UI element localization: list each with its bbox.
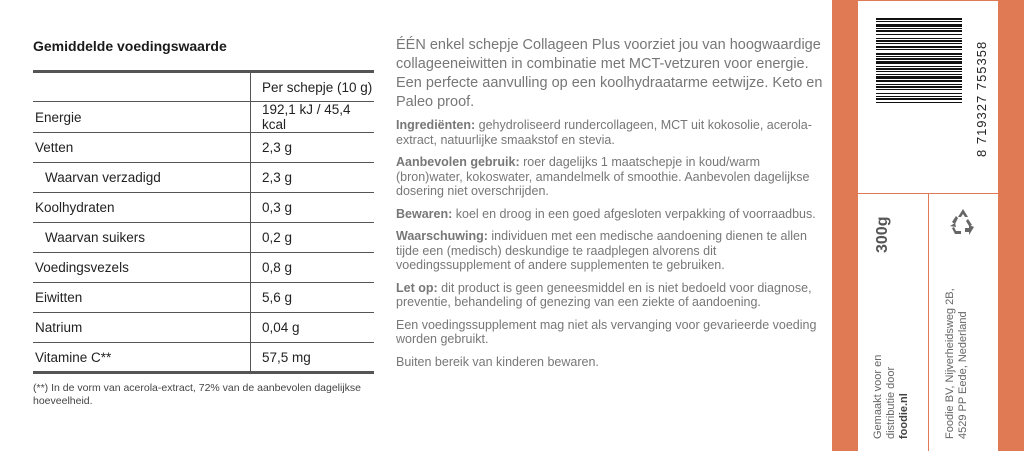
maker-line-2: distributie door — [885, 366, 897, 439]
warning-text: individuen met een medische aandoening dienen te allen tijde een (medisch) deskundige te raadplegen alvorens dit voedingssupplement of andere supplementen te gebruiken. — [396, 229, 807, 272]
row-value: 0,8 g — [251, 253, 375, 283]
nutrition-table-section — [33, 38, 374, 408]
supplement-note: Een voedingssupplement mag niet als vervanging voor gevarieerde voeding worden gebruikt. — [396, 317, 817, 346]
table-header-row — [33, 72, 374, 102]
barcode-number: 8 719327 755358 — [974, 40, 989, 157]
row-value: 2,3 g — [251, 133, 375, 163]
row-value: 5,6 g — [251, 283, 375, 313]
table-row — [33, 223, 374, 253]
address-line-2: 4529 PP Eede, Nederland — [957, 311, 969, 439]
right-accent-band — [998, 0, 1024, 451]
children-note: Buiten bereik van kinderen bewaren. — [396, 354, 599, 369]
row-value: 2,3 g — [251, 163, 375, 193]
table-row — [33, 193, 374, 223]
usage-label: Aanbevolen gebruik: — [396, 155, 520, 169]
row-label: Vitamine C** — [33, 343, 251, 373]
usage-text: roer dagelijks 1 maatschepje in koud/warm (bron)water, kokoswater, amandelmelk of smoothie. Aanbevolen dagelijkse dosering niet overschrijden. — [396, 155, 810, 198]
storage-label: Bewaren: — [396, 206, 453, 221]
note-paragraph — [396, 281, 828, 310]
storage-paragraph — [396, 207, 828, 222]
row-value: 57,5 mg — [251, 343, 375, 373]
company-address — [944, 288, 970, 439]
row-label: Energie — [33, 102, 251, 133]
row-value: 0,04 g — [251, 313, 375, 343]
row-label: Vetten — [33, 133, 251, 163]
ingredients-label: Ingrediënten: — [396, 118, 476, 132]
row-value: 192,1 kJ / 45,4 kcal — [251, 102, 375, 133]
manufacturer-note — [872, 355, 911, 439]
maker-website: foodie.nl — [898, 393, 910, 439]
table-row — [33, 283, 374, 313]
row-label: Koolhydraten — [33, 193, 251, 223]
row-label: Eiwitten — [33, 283, 251, 313]
table-row — [33, 133, 374, 163]
label-panel — [858, 0, 998, 451]
table-row — [33, 313, 374, 343]
nutrition-table — [33, 70, 374, 374]
table-row — [33, 343, 374, 373]
row-value: 0,2 g — [251, 223, 375, 253]
address-line-1: Foodie BV, Nijverheidsweg 2B, — [944, 288, 956, 439]
intro-text: ÉÉN enkel schepje Collageen Plus voorziet jou van hoogwaardige collageeneiwitten in combinatie met MCT-vetzuren voor energie. Een perfecte aanvulling op een koolhydraatarme eetwijze. Keto en Paleo proof. — [396, 37, 823, 110]
table-row — [33, 253, 374, 283]
nutrition-title: Gemiddelde voedingswaarde — [33, 38, 227, 54]
note-text: dit product is geen geneesmiddel en is niet bedoeld voor diagnose, preventie, behandeling of genezing van een ziekte of aandoening. — [396, 280, 812, 309]
barcode — [876, 18, 962, 146]
row-label: Waarvan suikers — [33, 223, 251, 253]
ingredients-text: gehydroliseerd rundercollageen, MCT uit kokosolie, acerola-extract, natuurlijke smaakstof en stevia. — [396, 118, 812, 147]
net-weight: 300g — [874, 216, 891, 253]
table-row — [33, 102, 374, 133]
ingredients-paragraph — [396, 118, 828, 147]
note-label: Let op: — [396, 280, 438, 295]
table-row — [33, 163, 374, 193]
usage-paragraph — [396, 155, 828, 199]
column-header: Per schepje (10 g) — [251, 72, 375, 102]
warning-label: Waarschuwing: — [396, 229, 488, 243]
row-value: 0,3 g — [251, 193, 375, 223]
row-label: Waarvan verzadigd — [33, 163, 251, 193]
product-description — [396, 36, 828, 377]
recycle-icon — [946, 206, 980, 240]
table-footnote: (**) In de vorm van acerola-extract, 72% van de aanbevolen dagelijkse hoeveelheid. — [33, 382, 362, 407]
row-label: Voedingsvezels — [33, 253, 251, 283]
left-accent-band — [832, 0, 858, 451]
row-label: Natrium — [33, 313, 251, 343]
storage-text: koel en droog in een goed afgesloten verpakking of voorraadbus. — [452, 206, 816, 221]
panel-vertical-divider — [928, 193, 929, 451]
warning-paragraph — [396, 229, 828, 273]
maker-line-1: Gemaakt voor en — [872, 354, 884, 439]
